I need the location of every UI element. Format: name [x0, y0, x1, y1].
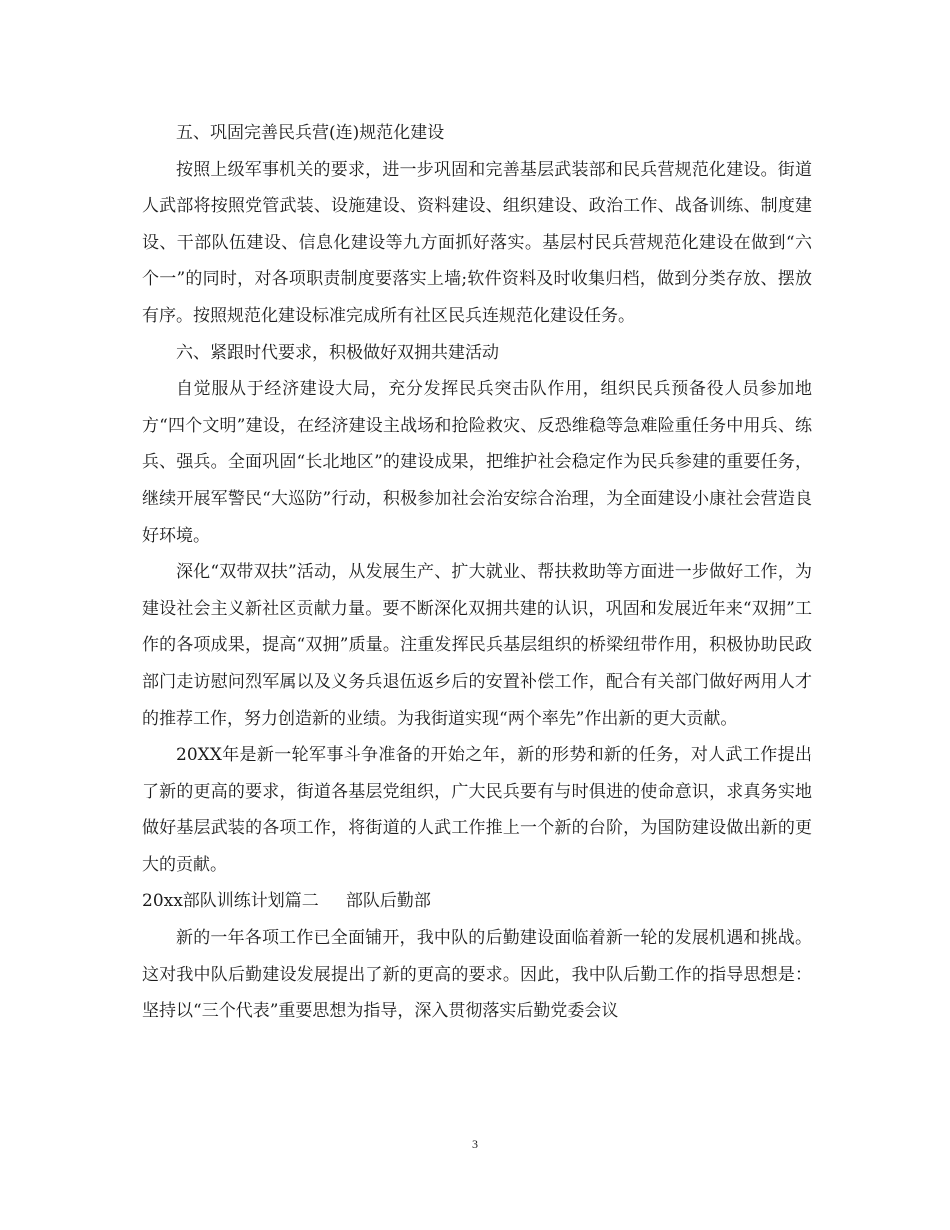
paragraph: 20XX年是新一轮军事斗争准备的开始之年，新的形势和新的任务，对人武工作提出了新的更高的要求，街道各基层党组织，广大民兵要有与时俱进的使命意识，求真务实地做好基层武装的各项工作，将街道的人武工作推上一个新的台阶，为国防建设做出新的更大的贡献。 — [142, 745, 812, 875]
document-subtitle: 20xx部队训练计划篇二 部队后勤部 — [142, 891, 431, 912]
page-number: 3 — [472, 1137, 478, 1151]
section-heading-6: 六、紧跟时代要求，积极做好双拥共建活动 — [176, 342, 499, 363]
section-heading-5: 五、巩固完善民兵营(连)规范化建设 — [176, 123, 445, 143]
paragraph: 深化“双带双扶”活动，从发展生产、扩大就业、帮扶救助等方面进一步做好工作，为建设社会主义新社区贡献力量。要不断深化双拥共建的认识，巩固和发展近年来“双拥”工作的各项成果，提高“双拥”质量。注重发挥民兵基层组织的桥梁纽带作用，积极协助民政部门走访慰问烈军属以及义务兵退伍返乡后的安置补偿工作，配合有关部门做好两用人才的推荐工作，努力创造新的业绩。为我街道实现“两个率先”作出新的更大贡献。 — [142, 562, 812, 729]
paragraph: 新的一年各项工作已全面铺开，我中队的后勤建设面临着新一轮的发展机遇和挑战。这对我中队后勤建设发展提出了新的更高的要求。因此，我中队后勤工作的指导思想是：坚持以“三个代表”重要思想为指导，深入贯彻落实后勤党委会议 — [142, 928, 812, 1022]
paragraph: 按照上级军事机关的要求，进一步巩固和完善基层武装部和民兵营规范化建设。街道人武部将按照党管武装、设施建设、资料建设、组织建设、政治工作、战备训练、制度建设、干部队伍建设、信息化建设等九方面抓好落实。基层村民兵营规范化建设在做到“六个一”的同时，对各项职责制度要落实上墙;软件资料及时收集归档，做到分类存放、摆放有序。按照规范化建设标准完成所有社区民兵连规范化建设任务。 — [142, 159, 812, 326]
document-body — [142, 115, 812, 1030]
paragraph: 自觉服从于经济建设大局，充分发挥民兵突击队作用，组织民兵预备役人员参加地方“四个文明”建设，在经济建设主战场和抢险救灾、反恐维稳等急难险重任务中用兵、练兵、强兵。全面巩固“长北地区”的建设成果，把维护社会稳定作为民兵参建的重要任务，继续开展军警民“大巡防”行动，积极参加社会治安综合治理，为全面建设小康社会营造良好环境。 — [142, 379, 812, 546]
